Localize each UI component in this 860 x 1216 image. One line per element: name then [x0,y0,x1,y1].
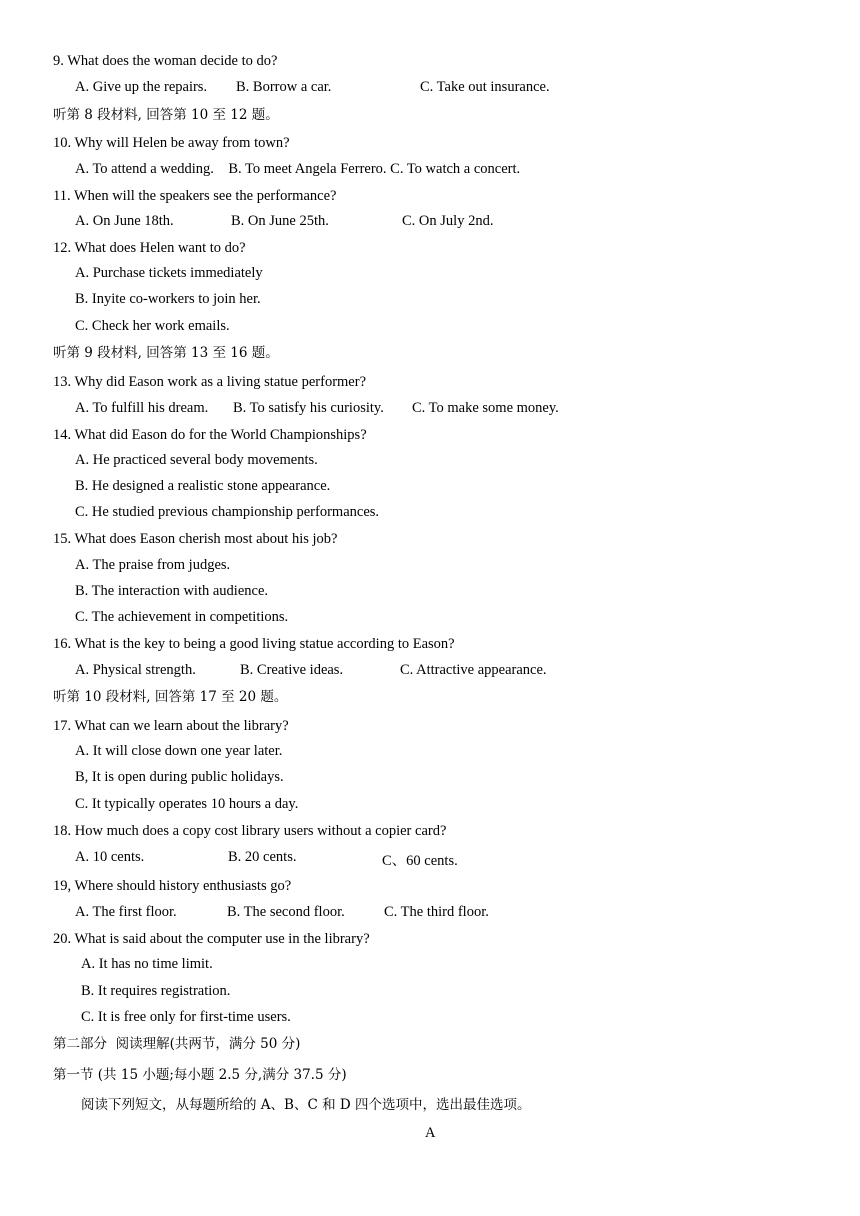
question-17-option-b: B, It is open during public holidays. [75,769,284,785]
question-16-stem: 16. What is the key to being a good living statue according to Eason? [53,636,455,652]
question-19-option-a: A. The first floor. [75,904,177,920]
question-16-option-a: A. Physical strength. [75,662,196,678]
question-19-stem: 19, Where should history enthusiasts go? [53,878,292,894]
question-11-option-a: A. On June 18th. [75,213,174,229]
question-17-stem: 17. What can we learn about the library? [53,718,289,734]
question-15-option-b: B. The interaction with audience. [75,583,269,599]
question-9-option-a: A. Give up the repairs. [75,79,208,95]
question-19-option-b: B. The second floor. [227,904,345,920]
question-15-stem: 15. What does Eason cherish most about his job? [53,531,338,547]
question-20-option-b: B. It requires registration. [81,983,231,999]
question-20-option-c: C. It is free only for first-time users. [81,1009,291,1025]
question-12-stem: 12. What does Helen want to do? [53,240,246,256]
question-11-stem: 11. When will the speakers see the performance? [53,188,337,204]
question-11-option-c: C. On July 2nd. [402,213,494,229]
question-19-option-c: C. The third floor. [384,904,489,920]
question-10-stem: 10. Why will Helen be away from town? [53,135,290,151]
question-13-option-b: B. To satisfy his curiosity. [233,400,384,416]
question-13-option-c: C. To make some money. [412,400,559,416]
question-9-option-c: C. Take out insurance. [420,79,550,95]
question-9-option-b: B. Borrow a car. [236,79,332,95]
section-8-heading: 听第 8 段材料, 回答第 10 至 12 题。 [53,107,279,123]
question-14-option-a: A. He practiced several body movements. [75,452,318,468]
question-17-option-c: C. It typically operates 10 hours a day. [75,796,299,812]
section-9-heading: 听第 9 段材料, 回答第 13 至 16 题。 [53,345,279,361]
question-12-option-c: C. Check her work emails. [75,318,230,334]
question-17-option-a: A. It will close down one year later. [75,743,283,759]
question-18-option-c: C、60 cents. [382,853,458,869]
question-11-option-b: B. On June 25th. [231,213,329,229]
question-18-option-b: B. 20 cents. [228,849,297,865]
question-20-stem: 20. What is said about the computer use in the library? [53,931,370,947]
question-15-option-a: A. The praise from judges. [75,557,231,573]
question-13-option-a: A. To fulfill his dream. [75,400,209,416]
section-1-title: 第一节 (共 15 小题;每小题 2.5 分,满分 37.5 分) [53,1067,347,1083]
question-12-option-a: A. Purchase tickets immediately [75,265,263,281]
question-9-stem: 9. What does the woman decide to do? [53,53,278,69]
question-15-option-c: C. The achievement in competitions. [75,609,289,625]
passage-label: A [425,1125,436,1141]
question-20-option-a: A. It has no time limit. [81,956,213,972]
question-16-option-c: C. Attractive appearance. [400,662,547,678]
question-18-option-a: A. 10 cents. [75,849,145,865]
question-18-stem: 18. How much does a copy cost library users without a copier card? [53,823,447,839]
question-14-option-b: B. He designed a realistic stone appearance. [75,478,331,494]
section-10-heading: 听第 10 段材料, 回答第 17 至 20 题。 [53,689,288,705]
question-16-option-b: B. Creative ideas. [240,662,344,678]
question-13-stem: 13. Why did Eason work as a living statue performer? [53,374,367,390]
reading-instruction: 阅读下列短文，从每题所给的 A、B、C 和 D 四个选项中，选出最佳选项。 [81,1097,531,1113]
question-14-option-c: C. He studied previous championship performances. [75,504,380,520]
question-10-options: A. To attend a wedding. B. To meet Angela Ferrero. C. To watch a concert. [75,161,521,177]
part-2-title: 第二部分 阅读理解(共两节，满分 50 分) [53,1036,301,1052]
question-12-option-b: B. Inyite co-workers to join her. [75,291,261,307]
question-14-stem: 14. What did Eason do for the World Championships? [53,427,367,443]
